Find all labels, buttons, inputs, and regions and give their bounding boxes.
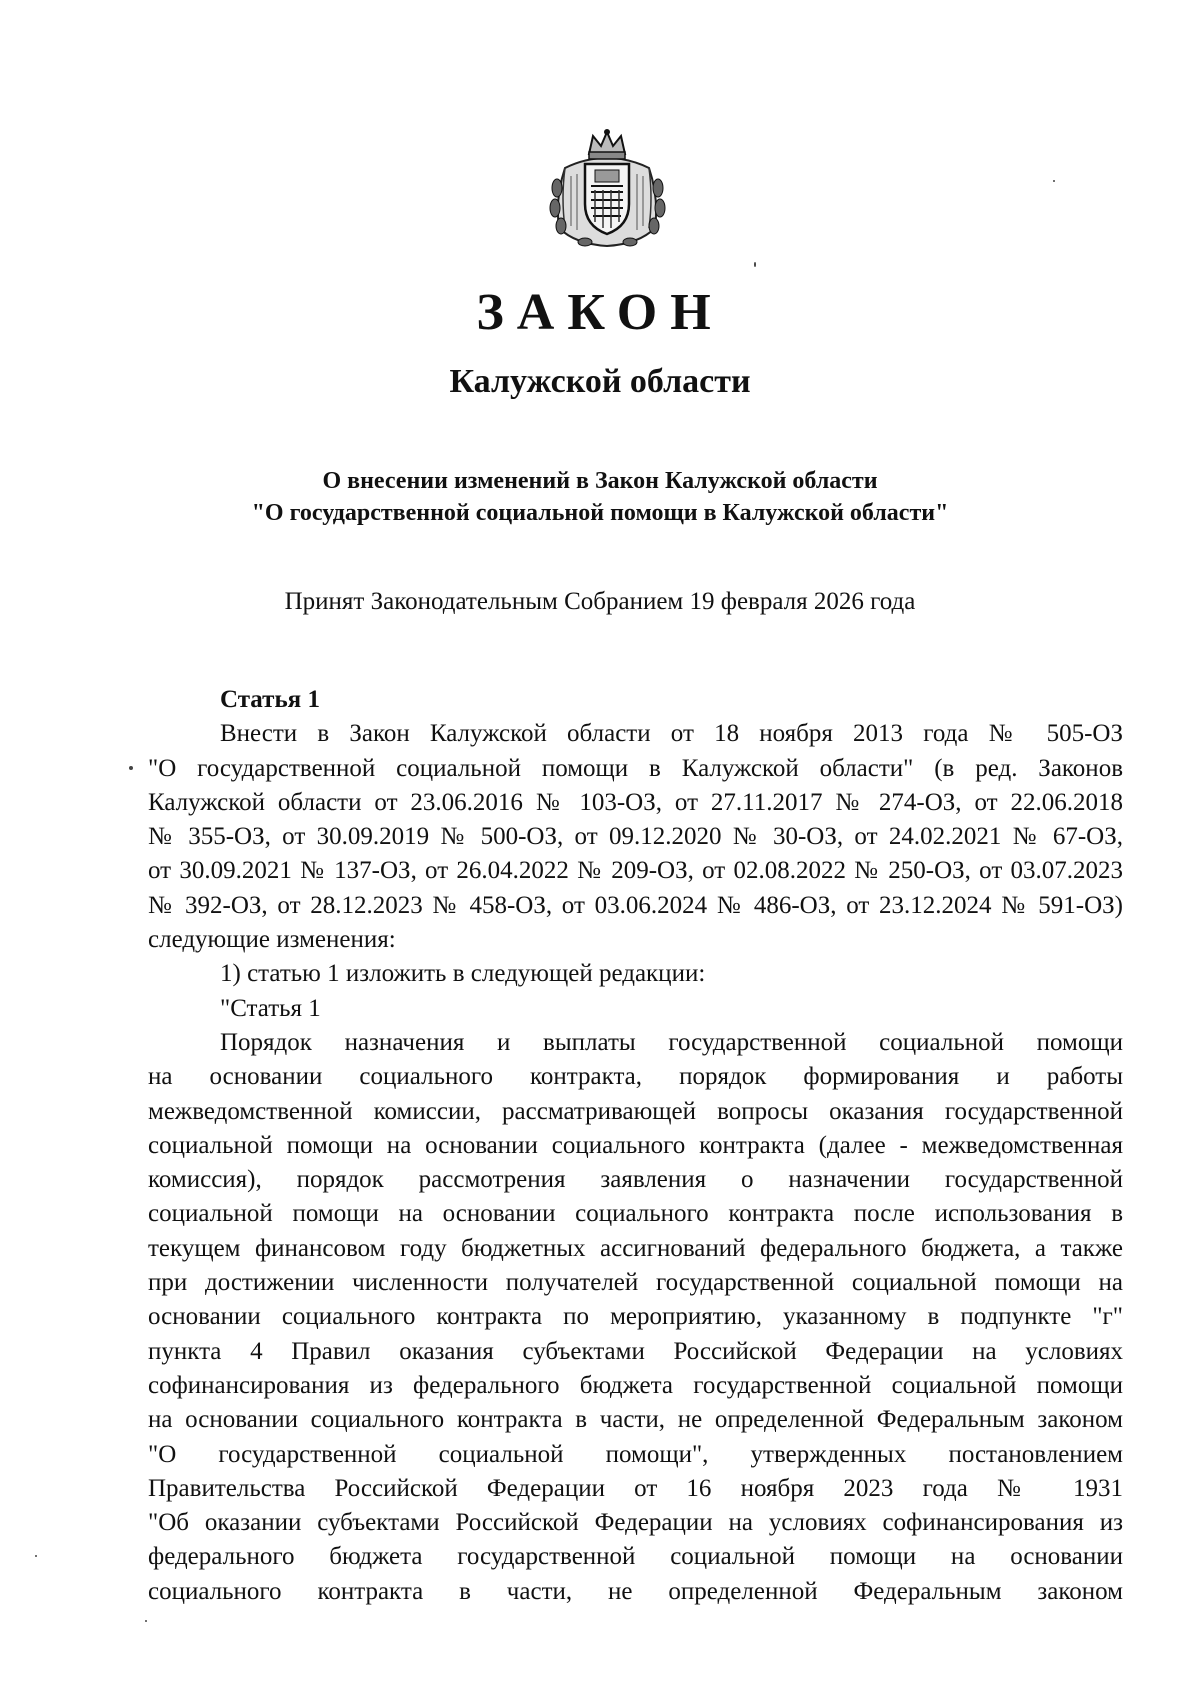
article-heading: Статья 1 bbox=[220, 686, 320, 713]
law-heading-line-1: О внесении изменений в Закон Калужской области bbox=[322, 468, 878, 494]
article-body bbox=[148, 683, 1123, 1609]
scan-speck bbox=[35, 1555, 37, 1557]
body-line: Порядок назначения и выплаты государственной социальной помощи bbox=[220, 1028, 1123, 1056]
body-line: на основании социального контракта в части, не определенной Федеральным законом bbox=[148, 1406, 1123, 1434]
body-line: федерального бюджета государственной социальной помощи на основании bbox=[148, 1543, 1123, 1571]
body-line: социальной помощи на основании социального контракта (далее - межведомственная bbox=[148, 1131, 1123, 1159]
body-line: основании социального контракта по мероприятию, указанному в подпункте "г" bbox=[148, 1303, 1123, 1331]
body-line: на основании социального контракта, порядок формирования и работы bbox=[148, 1063, 1123, 1091]
body-line: № 355-ОЗ, от 30.09.2019 № 500-ОЗ, от 09.12.2020 № 30-ОЗ, от 24.02.2021 № 67-ОЗ, bbox=[148, 823, 1123, 851]
region-subtitle: Калужской области bbox=[449, 363, 751, 400]
body-line: "Об оказании субъектами Российской Федерации на условиях софинансирования из bbox=[148, 1509, 1123, 1537]
body-line: текущем финансовом году бюджетных ассигнований федерального бюджета, а также bbox=[148, 1234, 1123, 1262]
document-title: ЗАКОН bbox=[476, 284, 724, 341]
body-line: "Статья 1 bbox=[220, 994, 321, 1022]
coat-of-arms-icon bbox=[545, 128, 670, 250]
scan-speck bbox=[754, 262, 756, 267]
body-line: комиссия), порядок рассмотрения заявления о назначении государственной bbox=[148, 1166, 1123, 1194]
scan-speck bbox=[129, 766, 133, 770]
scan-speck bbox=[145, 1620, 147, 1622]
body-line: социального контракта в части, не определенной Федеральным законом bbox=[148, 1577, 1123, 1605]
body-line: Внести в Закон Калужской области от 18 ноября 2013 года № 505-ОЗ bbox=[220, 720, 1123, 748]
body-line: 1) статью 1 изложить в следующей редакции: bbox=[220, 960, 706, 988]
body-line: "О государственной социальной помощи", утвержденных постановлением bbox=[148, 1440, 1123, 1468]
body-line: при достижении численности получателей государственной социальной помощи на bbox=[148, 1269, 1123, 1297]
body-line: № 392-ОЗ, от 28.12.2023 № 458-ОЗ, от 03.06.2024 № 486-ОЗ, от 23.12.2024 № 591-ОЗ) bbox=[148, 891, 1123, 919]
body-line: Калужской области от 23.06.2016 № 103-ОЗ, от 27.11.2017 № 274-ОЗ, от 22.06.2018 bbox=[148, 788, 1123, 816]
body-line: от 30.09.2021 № 137-ОЗ, от 26.04.2022 № 209-ОЗ, от 02.08.2022 № 250-ОЗ, от 03.07.2023 bbox=[148, 857, 1123, 885]
body-line: следующие изменения: bbox=[148, 926, 396, 954]
body-line: пункта 4 Правил оказания субъектами Российской Федерации на условиях bbox=[148, 1337, 1123, 1365]
body-line: межведомственной комиссии, рассматривающей вопросы оказания государственной bbox=[148, 1097, 1123, 1125]
body-line: "О государственной социальной помощи в Калужской области" (в ред. Законов bbox=[148, 754, 1123, 782]
body-line: социальной помощи на основании социального контракта после использования в bbox=[148, 1200, 1123, 1228]
body-line: софинансирования из федерального бюджета государственной социальной помощи bbox=[148, 1371, 1123, 1399]
body-line: Правительства Российской Федерации от 16 ноября 2023 года № 1931 bbox=[148, 1474, 1123, 1502]
law-heading bbox=[0, 465, 1200, 529]
adoption-date: Принят Законодательным Собранием 19 февраля 2026 года bbox=[284, 588, 916, 615]
law-heading-line-2: "О государственной социальной помощи в Калужской области" bbox=[251, 500, 949, 526]
scan-speck bbox=[1053, 180, 1055, 182]
